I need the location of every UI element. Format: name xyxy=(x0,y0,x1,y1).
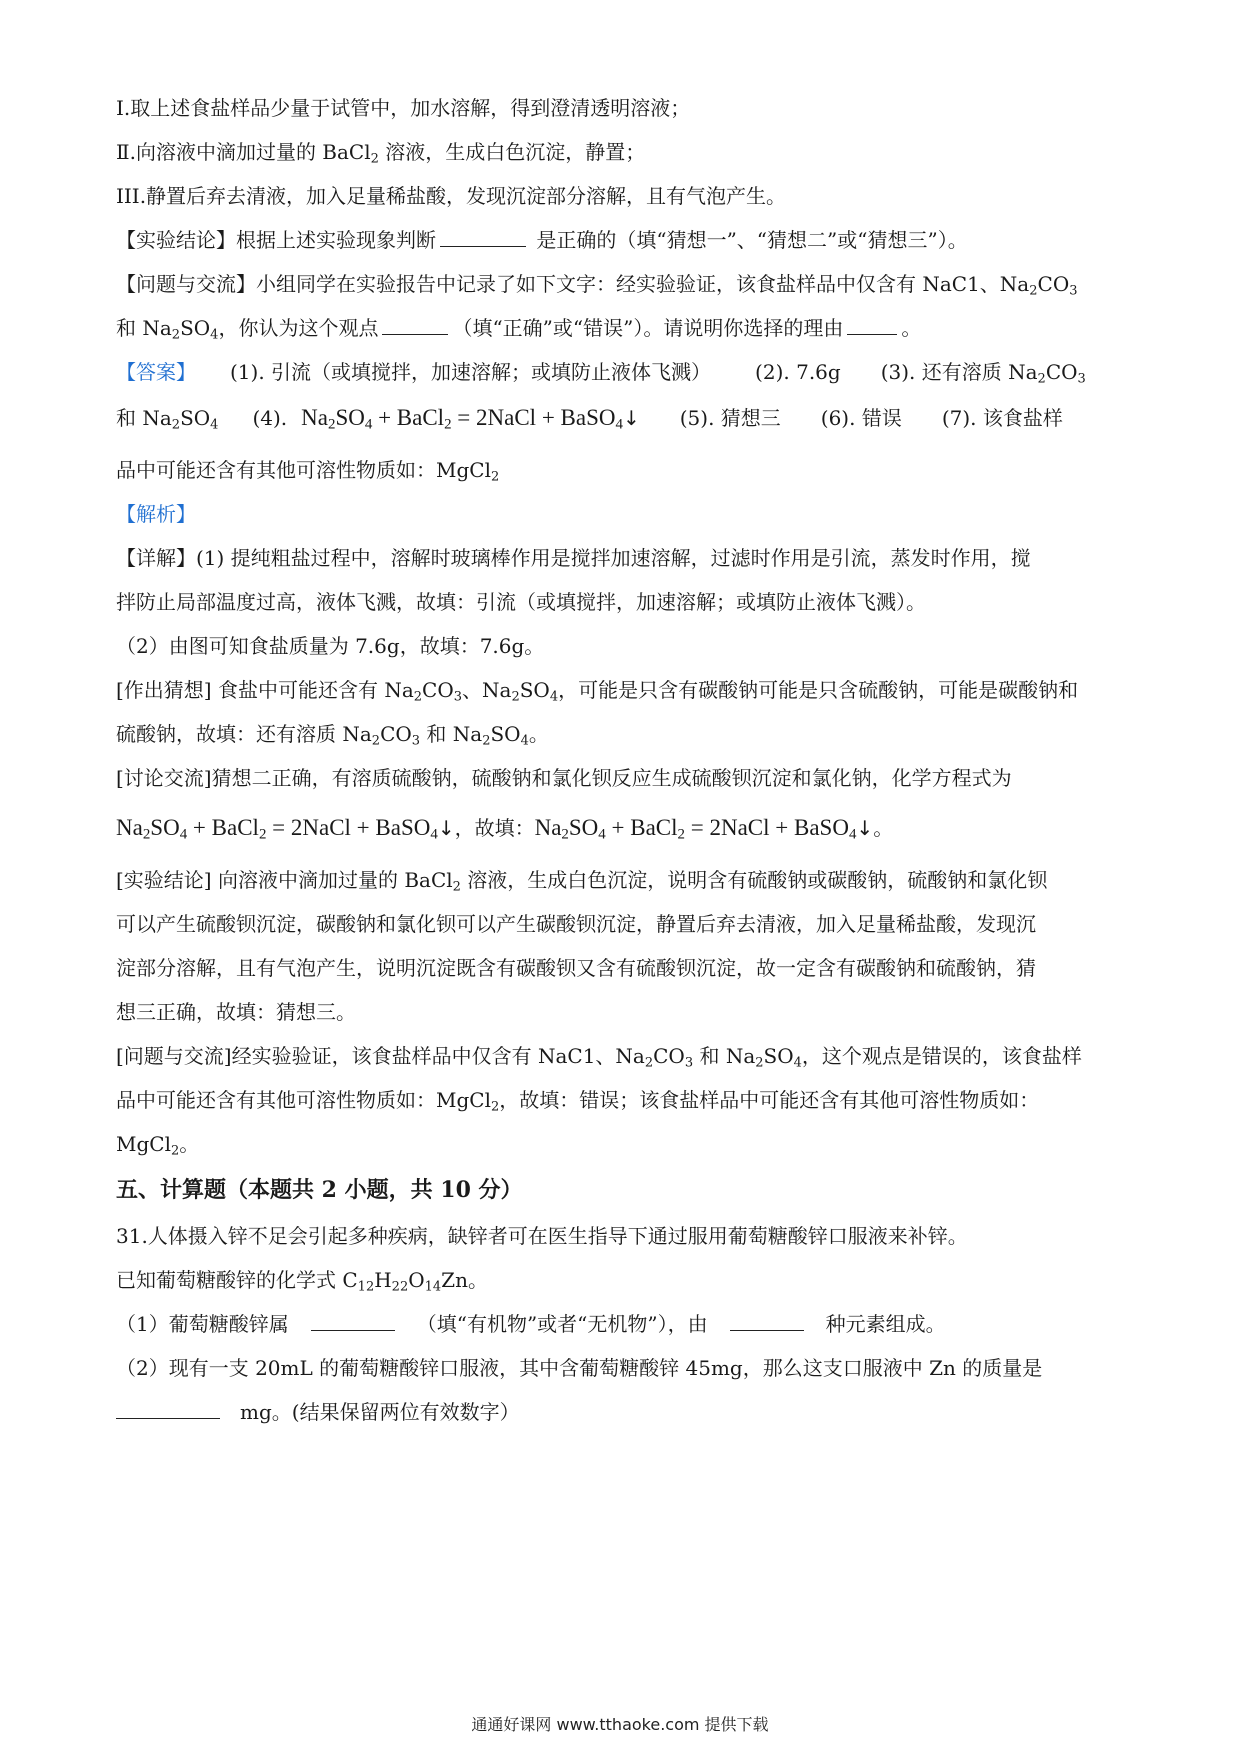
experiment-step-1: Ⅰ.取上述食盐样品少量于试管中，加水溶解，得到澄清透明溶液； xyxy=(116,96,691,120)
subscript: 2 xyxy=(677,826,685,843)
text: SO xyxy=(519,678,550,702)
answer-line-2 xyxy=(116,404,1136,432)
text: CO xyxy=(1037,272,1070,296)
down-arrow-icon: ↓ xyxy=(437,816,455,840)
text: Na xyxy=(534,815,562,840)
blank-line xyxy=(440,226,526,247)
text: = 2NaCl + BaSO xyxy=(266,815,431,840)
question-31-intro: 31.人体摄入锌不足会引起多种疾病，缺锌者可在医生指导下通过服用葡萄糖酸锌口服液来补锌。 xyxy=(116,1224,968,1248)
blank-line xyxy=(116,1398,220,1419)
text: CO xyxy=(653,1044,685,1068)
text: 和 Na xyxy=(116,406,172,430)
text: 。 xyxy=(901,316,922,340)
detail-paragraph-1a: 【详解】(1) 提纯粗盐过程中，溶解时玻璃棒作用是搅拌加速溶解，过滤时作用是引流，蒸发时作用，搅 xyxy=(116,546,1031,570)
text: 品中可能还含有其他可溶性物质如：MgCl xyxy=(116,1088,491,1112)
text: CO xyxy=(1045,360,1078,384)
chemical-equation xyxy=(534,815,874,843)
subscript: 4 xyxy=(364,416,373,433)
experiment-step-2 xyxy=(116,138,1136,166)
text: O xyxy=(408,1268,425,1292)
subscript: 2 xyxy=(170,1143,180,1159)
subscript: 2 xyxy=(327,416,336,433)
section-heading: 五、计算题（本题共 2 小题，共 10 分） xyxy=(116,1177,523,1203)
text: 种元素组成。 xyxy=(825,1312,946,1336)
text: [问题与交流]经实验验证，该食盐样品中仅含有 NaC1、Na xyxy=(116,1044,645,1068)
text: ，故填：错误；该食盐样品中可能还含有其他可溶性物质如： xyxy=(499,1088,1040,1112)
answer-7: (7). 该食盐样 xyxy=(941,406,1063,430)
text: + BaCl xyxy=(187,815,259,840)
text: ，可能是只含有碳酸钠可能是只含硫酸钠，可能是碳酸钠和 xyxy=(558,678,1079,702)
text: 品中可能还含有其他可溶性物质如：MgCl xyxy=(116,458,491,482)
text: 硫酸钠，故填：还有溶质 Na xyxy=(116,722,372,746)
text: = 2NaCl + BaSO xyxy=(451,405,616,430)
detail-paragraph-6b xyxy=(116,1086,1136,1114)
detail-paragraph-5b: 可以产生硫酸钡沉淀，碳酸钠和氯化钡可以产生碳酸钡沉淀，静置后弃去清液，加入足量稀盐酸，发现沉 xyxy=(116,912,1036,936)
answer-4-label: (4). xyxy=(252,406,288,430)
blank-line xyxy=(847,314,897,335)
text: （填“正确”或“错误”）。请说明你选择的理由 xyxy=(452,316,844,340)
analysis-label: 【解析】 xyxy=(116,502,196,526)
text: [作出猜想] 食盐中可能还含有 Na xyxy=(116,678,414,702)
question-exchange-line-2 xyxy=(116,314,1136,342)
subscript: 4 xyxy=(793,1055,802,1071)
subscript: 12 xyxy=(357,1279,375,1295)
subscript: 2 xyxy=(258,826,267,843)
text: Zn。 xyxy=(441,1268,488,1292)
subscript: 2 xyxy=(171,417,181,433)
footer-source: 通通好课网 www.tthaoke.com 提供下载 xyxy=(471,1715,769,1734)
detail-equation-line xyxy=(116,814,1136,842)
text: + BaCl xyxy=(605,815,678,840)
question-31-part-2: （2）现有一支 20mL 的葡萄糖酸锌口服液，其中含葡萄糖酸锌 45mg，那么这支口服液中 Zn 的质量是 xyxy=(116,1356,1043,1380)
blank-line xyxy=(382,314,448,335)
subscript: 2 xyxy=(561,826,569,843)
subscript: 2 xyxy=(490,1099,500,1115)
answer-1: (1). 引流（或填搅拌，加速溶解；或填防止液体飞溅） xyxy=(230,360,712,384)
chemical-equation xyxy=(116,815,455,843)
text: mg。(结果保留两位有效数字） xyxy=(240,1400,520,1424)
subscript: 2 xyxy=(1029,283,1038,299)
subscript: 2 xyxy=(371,733,381,749)
blank-line xyxy=(311,1310,395,1331)
subscript: 4 xyxy=(210,417,219,433)
text: SO xyxy=(490,722,521,746)
answer-5: (5). 猜想三 xyxy=(679,406,781,430)
subscript: 4 xyxy=(430,826,438,843)
detail-paragraph-6a xyxy=(116,1042,1136,1070)
text: 。 xyxy=(179,1132,200,1156)
text: SO xyxy=(180,406,211,430)
subscript: 4 xyxy=(598,826,606,843)
text: = 2NaCl + BaSO xyxy=(685,815,849,840)
subscript: 4 xyxy=(520,733,529,749)
question-31-part-2-cont xyxy=(116,1398,1136,1426)
detail-paragraph-1b: 拌防止局部温度过高，液体飞溅，故填：引流（或填搅拌，加速溶解；或填防止液体飞溅）。 xyxy=(116,590,926,614)
question-exchange-line-1 xyxy=(116,270,1136,298)
text: SO xyxy=(180,316,211,340)
experiment-conclusion xyxy=(116,226,1136,254)
subscript: 4 xyxy=(549,689,559,705)
text: （1）葡萄糖酸锌属 xyxy=(116,1312,289,1336)
text: 。 xyxy=(873,816,894,840)
subscript: 4 xyxy=(615,416,623,433)
subscript: 2 xyxy=(482,733,491,749)
text: MgCl xyxy=(116,1132,171,1156)
text: ，故填： xyxy=(454,816,535,840)
subscript: 2 xyxy=(644,1055,654,1071)
text: Na xyxy=(116,815,143,840)
subscript: 3 xyxy=(684,1055,694,1071)
subscript: 2 xyxy=(511,689,520,705)
text: ，这个观点是错误的，该食盐样 xyxy=(801,1044,1082,1068)
text: 已知葡萄糖酸锌的化学式 C xyxy=(116,1268,358,1292)
text: CO xyxy=(380,722,412,746)
subscript: 4 xyxy=(179,826,188,843)
detail-paragraph-6c xyxy=(116,1130,1136,1158)
subscript: 2 xyxy=(444,416,452,433)
text: （填“有机物”或者“无机物”），由 xyxy=(416,1312,708,1336)
subscript: 2 xyxy=(171,327,181,343)
detail-paragraph-5a xyxy=(116,866,1136,894)
subscript: 3 xyxy=(411,733,421,749)
text: 和 Na xyxy=(116,316,172,340)
text: 【实验结论】根据上述实验现象判断 xyxy=(116,228,436,252)
detail-paragraph-5c: 淀部分溶解，且有气泡产生，说明沉淀既含有碳酸钡又含有硫酸钡沉淀，故一定含有碳酸钠和硫酸钠，猜 xyxy=(116,956,1036,980)
subscript: 2 xyxy=(142,826,151,843)
subscript: 2 xyxy=(1037,371,1046,387)
text: ，你认为这个观点 xyxy=(218,316,379,340)
subscript: 22 xyxy=(391,1279,409,1295)
subscript: 2 xyxy=(490,469,500,485)
answer-3: (3). 还有溶质 Na xyxy=(880,360,1038,384)
text: 【问题与交流】小组同学在实验报告中记录了如下文字：经实验验证，该食盐样品中仅含有 NaC1、Na xyxy=(116,272,1030,296)
text: Ⅱ.向溶液中滴加过量的 BaCl xyxy=(116,140,371,164)
down-arrow-icon: ↓ xyxy=(856,816,874,840)
detail-paragraph-3b xyxy=(116,720,1136,748)
text: 和 Na xyxy=(420,722,483,746)
text: SO xyxy=(763,1044,794,1068)
subscript: 2 xyxy=(413,689,423,705)
text: SO xyxy=(150,815,180,840)
subscript: 3 xyxy=(1069,283,1078,299)
down-arrow-icon: ↓ xyxy=(622,406,640,430)
text: 溶液，生成白色沉淀，静置； xyxy=(378,140,646,164)
question-31-formula xyxy=(116,1266,1136,1294)
detail-paragraph-5d: 想三正确，故填：猜想三。 xyxy=(116,1000,356,1024)
answer-line-3 xyxy=(116,456,1136,484)
text: 。 xyxy=(528,722,549,746)
text: [实验结论] 向溶液中滴加过量的 BaCl xyxy=(116,868,453,892)
text: H xyxy=(374,1268,392,1292)
text: 、Na xyxy=(462,678,512,702)
text: + BaCl xyxy=(372,405,445,430)
experiment-step-3: III.静置后弃去清液，加入足量稀盐酸，发现沉淀部分溶解，且有气泡产生。 xyxy=(116,184,787,208)
text: SO xyxy=(335,405,365,430)
subscript: 4 xyxy=(848,826,857,843)
text: SO xyxy=(568,815,599,840)
text: Na xyxy=(301,405,328,430)
detail-paragraph-4: [讨论交流]猜想二正确，有溶质硫酸钠，硫酸钠和氯化钡反应生成硫酸钡沉淀和氯化钠，化学方程式为 xyxy=(116,766,1012,790)
subscript: 2 xyxy=(370,151,379,167)
answer-2: (2). 7.6g xyxy=(755,360,841,384)
text: 是正确的（填“猜想一”、“猜想二”或“猜想三”）。 xyxy=(530,228,968,252)
answer-line-1 xyxy=(116,358,1136,386)
detail-paragraph-3a xyxy=(116,676,1136,704)
chemical-equation xyxy=(301,405,640,433)
text: 和 Na xyxy=(693,1044,756,1068)
detail-paragraph-2: （2）由图可知食盐质量为 7.6g，故填：7.6g。 xyxy=(116,634,545,658)
text: 溶液，生成白色沉淀，说明含有硫酸钠或碳酸钠，硫酸钠和氯化钡 xyxy=(460,868,1048,892)
subscript: 3 xyxy=(453,689,463,705)
subscript: 2 xyxy=(452,879,461,895)
answer-label: 【答案】 xyxy=(116,360,196,384)
question-31-part-1 xyxy=(116,1310,1136,1338)
blank-line xyxy=(730,1310,804,1331)
answer-6: (6). 错误 xyxy=(820,406,902,430)
subscript: 2 xyxy=(755,1055,764,1071)
subscript: 14 xyxy=(424,1279,442,1295)
subscript: 4 xyxy=(210,327,219,343)
text: CO xyxy=(422,678,454,702)
subscript: 3 xyxy=(1077,371,1086,387)
